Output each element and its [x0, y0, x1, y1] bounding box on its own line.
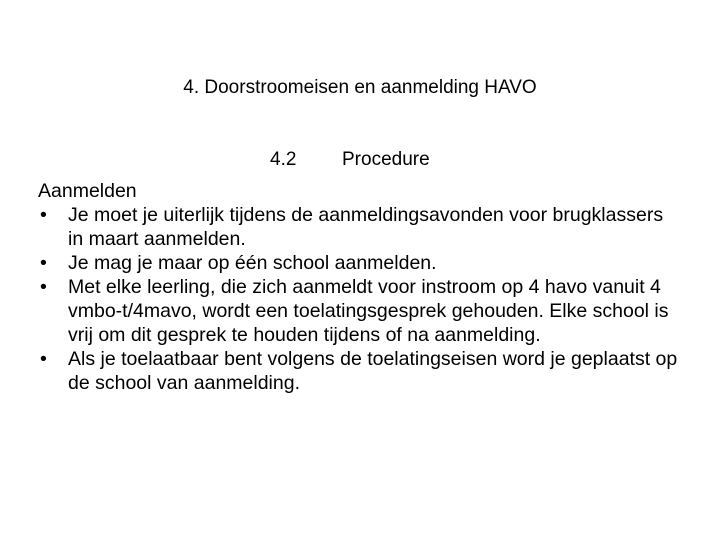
section-title: Procedure [342, 149, 430, 170]
slide-title: 4. Doorstroomeisen en aanmelding HAVO [183, 77, 537, 98]
content-body [38, 179, 678, 395]
section-number: 4.2 [270, 149, 297, 170]
bullet-item [38, 203, 678, 251]
content-heading: Aanmelden [38, 180, 137, 202]
bullet-text: Je moet je uiterlijk tijdens de aanmeldingsavonden voor brugklassers in maart aanmelden. [68, 204, 664, 250]
bullet-text: Als je toelaatbaar bent volgens de toelatingseisen word je geplaatst op de school van aanmelding. [68, 348, 678, 394]
bullet-item [38, 275, 678, 347]
bullet-icon: • [40, 252, 47, 274]
bullet-list [38, 203, 678, 395]
bullet-item [38, 251, 678, 275]
section-heading [270, 148, 430, 172]
bullet-icon: • [40, 348, 47, 370]
bullet-text: Je mag je maar op één school aanmelden. [68, 252, 437, 274]
bullet-icon: • [40, 204, 47, 226]
bullet-item [38, 347, 678, 395]
bullet-icon: • [40, 276, 47, 298]
bullet-text: Met elke leerling, die zich aanmeldt voor instroom op 4 havo vanuit 4 vmbo-t/4mavo, wordt een toelatingsgesprek gehouden. Elke school is vrij om dit gesprek te houden tijdens of na aanmelding. [68, 276, 669, 346]
